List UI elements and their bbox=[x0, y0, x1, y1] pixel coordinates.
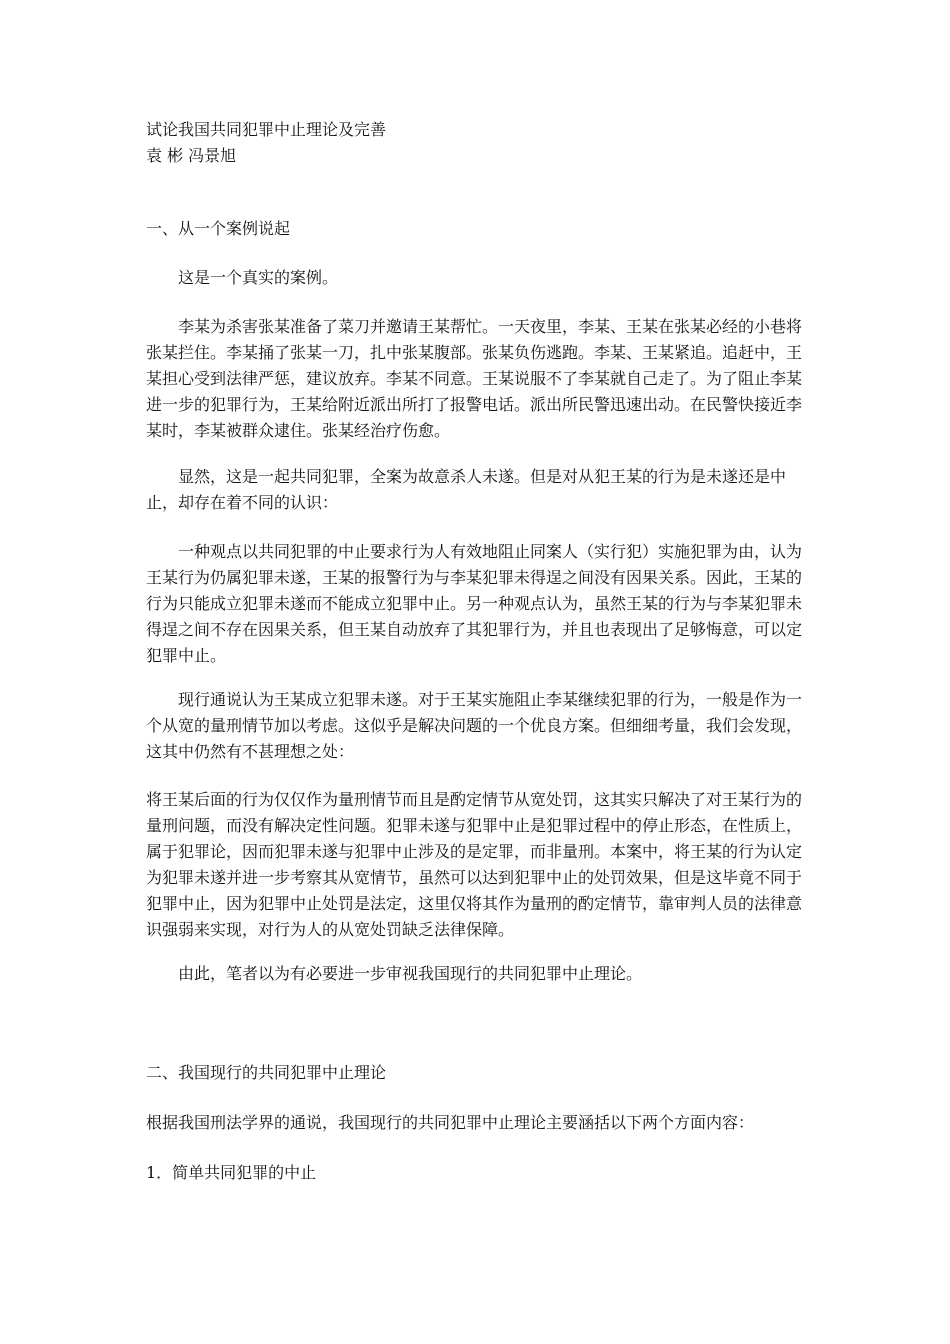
paragraph: 这是一个真实的案例。 bbox=[178, 268, 339, 287]
paragraph: 一种观点以共同犯罪的中止要求行为人有效地阻止同案人（实行犯）实施犯罪为由，认为王某行为仍属犯罪未遂，王某的报警行为与李某犯罪未得逞之间没有因果关系。因此，王某的行为只能成立犯罪未遂而不能成立犯罪中止。另一种观点认为，虽然王某的行为与李某犯罪未得逞之间不存在因果关系，但王某自动放弃了其犯罪行为，并且也表现出了足够悔意，可以定犯罪中止。 bbox=[146, 542, 803, 665]
paragraph: 由此，笔者以为有必要进一步审视我国现行的共同犯罪中止理论。 bbox=[178, 964, 643, 983]
section-heading-2: 二、我国现行的共同犯罪中止理论 bbox=[146, 1063, 387, 1082]
paragraph: 将王某后面的行为仅仅作为量刑情节而且是酌定情节从宽处罚，这其实只解决了对王某行为的量刑问题，而没有解决定性问题。犯罪未遂与犯罪中止是犯罪过程中的停止形态，在性质上，属于犯罪论，因而犯罪未遂与犯罪中止涉及的是定罪，而非量刑。本案中，将王某的行为认定为犯罪未遂并进一步考察其从宽情节，虽然可以达到犯罪中止的处罚效果，但是这毕竟不同于犯罪中止，因为犯罪中止处罚是法定，这里仅将其作为量刑的酌定情节，靠审判人员的法律意识强弱来实现，对行为人的从宽处罚缺乏法律保障。 bbox=[146, 790, 803, 939]
subsection-heading: 1．简单共同犯罪的中止 bbox=[146, 1163, 317, 1182]
section-heading-1: 一、从一个案例说起 bbox=[146, 219, 291, 238]
paragraph: 显然，这是一起共同犯罪，全案为故意杀人未遂。但是对从犯王某的行为是未遂还是中止，却存在着不同的认识： bbox=[146, 467, 787, 512]
document-title: 试论我国共同犯罪中止理论及完善 bbox=[146, 120, 387, 139]
paragraph: 李某为杀害张某准备了菜刀并邀请王某帮忙。一天夜里，李某、王某在张某必经的小巷将张某拦住。李某捅了张某一刀，扎中张某腹部。张某负伤逃跑。李某、王某紧追。追赶中，王某担心受到法律严惩，建议放弃。李某不同意。王某说服不了李某就自己走了。为了阻止李某进一步的犯罪行为，王某给附近派出所打了报警电话。派出所民警迅速出动。在民警快接近李某时，李某被群众逮住。张某经治疗伤愈。 bbox=[146, 317, 803, 440]
document-authors: 袁 彬 冯景旭 bbox=[146, 146, 237, 165]
paragraph: 根据我国刑法学界的通说，我国现行的共同犯罪中止理论主要涵括以下两个方面内容： bbox=[146, 1113, 755, 1132]
paragraph: 现行通说认为王某成立犯罪未遂。对于王某实施阻止李某继续犯罪的行为，一般是作为一个从宽的量刑情节加以考虑。这似乎是解决问题的一个优良方案。但细细考量，我们会发现，这其中仍然有不甚理想之处： bbox=[146, 690, 803, 761]
